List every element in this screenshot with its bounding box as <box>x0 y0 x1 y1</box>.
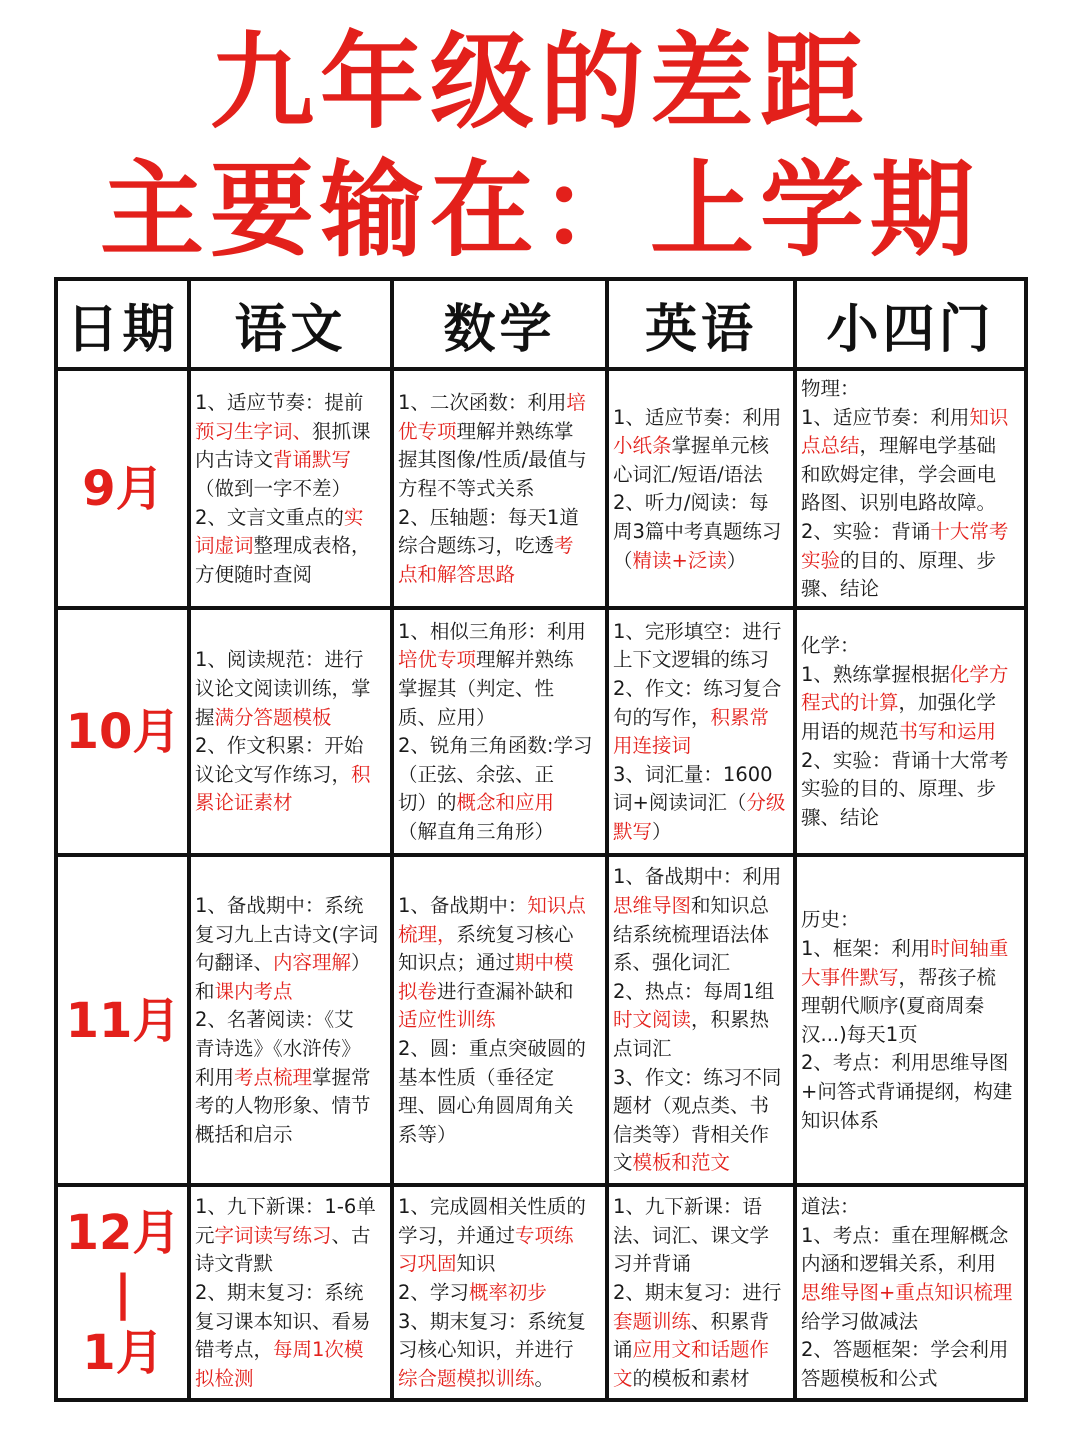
month-label: 12月 | 1月 <box>65 1205 181 1382</box>
minor-subjects-cell <box>795 369 1026 608</box>
plan-text <box>398 892 602 1149</box>
header-date: 日期 <box>56 279 189 369</box>
body-text: 物理： 1、适应节奏：利用 <box>801 377 970 429</box>
body-text: 1、九下新课：1-6单 元 <box>195 1195 376 1247</box>
body-text: 整理成表格， 方便随时查阅 <box>195 534 371 586</box>
month-cell <box>56 608 189 855</box>
body-text: 3、词汇量：1600 词+阅读词汇（ <box>613 762 773 815</box>
body-text: ） <box>652 820 672 844</box>
plan-text <box>195 892 387 1149</box>
highlight-text: 概率初步 <box>468 1280 547 1304</box>
english-cell <box>607 369 795 608</box>
plan-text <box>613 863 790 1178</box>
body-text: （做到一字不差） 2、文言文重点的 <box>195 477 352 529</box>
chinese-cell <box>189 1185 392 1400</box>
header-row <box>56 279 1026 369</box>
body-text: 理解并熟练 掌握其（判定、性 质、应用） 2、锐角三角函数:学习 （正弦、余弦、正 切）的 <box>398 648 593 815</box>
chinese-cell <box>189 855 392 1185</box>
body-text: 2、名著阅读：《艾 青诗选》《水浒传》 利用 <box>195 1008 361 1089</box>
math-cell <box>392 855 607 1185</box>
plan-text <box>613 1193 790 1393</box>
month-cell <box>56 855 189 1185</box>
highlight-text: 模板和范文 <box>632 1151 731 1175</box>
highlight-text: 培优专项 <box>398 648 477 672</box>
plan-text <box>195 646 387 818</box>
title-line-2: 主要输在：上学期 <box>99 149 980 271</box>
table-row <box>56 369 1026 608</box>
highlight-text: 套题训练 <box>613 1309 692 1333</box>
body-text: 。 <box>534 1366 555 1390</box>
plan-text <box>398 1193 602 1393</box>
highlight-text: 应用文和话题作 文 <box>613 1338 770 1390</box>
body-text: 道法： 1、考点：重在理解概念 内涵和逻辑关系，利用 <box>801 1195 1009 1276</box>
body-text: ，加强化学 用语的规范 <box>801 691 997 743</box>
body-text: ，理解电学基础 和欧姆定律，学会画电 路图、识别电路故障。 2、实验：背诵 <box>801 434 997 543</box>
chinese-cell <box>189 608 392 855</box>
highlight-text: 十大常考 实验 <box>801 519 1009 572</box>
body-text: 、古 诗文背默 2、期末复习：系统 复习课本知识、看易 错考点， <box>195 1223 371 1362</box>
title-line-1: 九年级的差距 <box>209 21 870 143</box>
body-text: 1、备战期中： <box>398 894 528 918</box>
body-text: 1、适应节奏：提前 <box>195 391 364 415</box>
english-cell <box>607 608 795 855</box>
body-text: 和知识总 结系统梳理语法体 系、强化词汇 2、热点：每周1组 <box>613 894 775 1003</box>
minor-subjects-cell <box>795 855 1026 1185</box>
highlight-text: 分级 默写 <box>613 791 786 844</box>
highlight-text: 精读+泛读 <box>632 548 727 572</box>
body-text: 掌握常 考的人物形象、情节 概括和启示 <box>195 1065 371 1146</box>
highlight-text: 书写和运用 <box>898 719 997 743</box>
body-text: ） <box>726 548 747 572</box>
body-text: 1、二次函数：利用 <box>398 391 567 415</box>
header-math: 数学 <box>392 279 607 369</box>
highlight-text: 字词读写练习 <box>214 1223 332 1247</box>
body-text: 1、备战期中：利用 <box>613 865 782 889</box>
math-cell <box>392 369 607 608</box>
plan-text <box>801 375 1021 604</box>
month-cell <box>56 369 189 608</box>
body-text: 1、适应节奏：利用 <box>613 405 782 429</box>
highlight-text: 时文阅读 <box>613 1008 692 1032</box>
table-row <box>56 608 1026 855</box>
highlight-text: 期中模 拟卷 <box>398 951 574 1003</box>
highlight-text: 知识 点总结 <box>801 405 1009 458</box>
body-text: 1、完成圆相关性质的 学习，并通过 <box>398 1195 586 1247</box>
table-row <box>56 1185 1026 1400</box>
body-text: 狠抓课 内古诗文 <box>195 419 371 472</box>
math-cell <box>392 608 607 855</box>
header-english: 英语 <box>607 279 795 369</box>
highlight-text: 培 优专项 <box>398 391 586 443</box>
page-title <box>0 0 1080 275</box>
plan-text <box>398 389 602 589</box>
highlight-text: 思维导图 <box>613 894 692 918</box>
highlight-text: 适应性训练 <box>398 1008 496 1032</box>
body-text: 2、圆：重点突破圆的 基本性质（垂径定 理、圆心角圆周角关 系等） <box>398 1037 586 1146</box>
plan-text <box>613 404 790 576</box>
study-plan-table <box>54 277 1028 1402</box>
header-minor-subjects: 小四门 <box>795 279 1026 369</box>
highlight-text: 课内考点 <box>214 979 293 1003</box>
body-text: 进行查漏补缺和 <box>437 979 574 1003</box>
plan-text <box>613 618 790 847</box>
body-text: 的模板和素材 <box>632 1366 750 1390</box>
body-text: ） 和 <box>195 951 371 1003</box>
body-text: 1、九下新课：语 法、词汇、课文学 习并背诵 2、期末复习：进行 <box>613 1195 782 1304</box>
body-text: 1、备战期中：系统 复习九上古诗文(字词 句翻译、 <box>195 894 379 975</box>
plan-text <box>801 906 1021 1135</box>
body-text: 2、作文积累：开始 议论文写作练习， <box>195 734 364 786</box>
plan-text <box>195 1193 387 1393</box>
body-text: 历史： 1、框架：利用 <box>801 908 931 960</box>
highlight-text: 考点梳理 <box>234 1065 313 1089</box>
table-row <box>56 855 1026 1185</box>
body-text: 1、相似三角形：利用 <box>398 619 586 643</box>
body-text: 、积累背 诵 <box>613 1309 770 1362</box>
plan-text <box>195 389 387 589</box>
month-label: 11月 <box>65 992 181 1049</box>
english-cell <box>607 1185 795 1400</box>
highlight-text: 考 点和解答思路 <box>398 534 574 586</box>
body-text: 掌握单元核 心词汇/短语/语法 2、听力/阅读：每 周3篇中考真题练习 （ <box>613 434 782 572</box>
highlight-text: 预习生字词、 <box>195 419 313 443</box>
highlight-text: 满分答题模板 <box>214 705 332 729</box>
body-text: 化学： 1、熟练掌握根据 <box>801 634 950 686</box>
body-text: 2、实验：背诵十大常考 实验的目的、原理、步 骤、结论 <box>801 748 1009 829</box>
highlight-text: 综合题模拟训练 <box>398 1366 535 1390</box>
body-text: 1、阅读规范：进行 议论文阅读训练，掌 握 <box>195 648 371 729</box>
body-text: 的目的、原理、步 骤、结论 <box>801 548 997 601</box>
minor-subjects-cell <box>795 608 1026 855</box>
header-chinese: 语文 <box>189 279 392 369</box>
body-text: 3、期末复习：系统复 习核心知识，并进行 <box>398 1309 586 1362</box>
highlight-text: 背诵默写 <box>273 448 352 472</box>
highlight-text: 专项练 习巩固 <box>398 1223 574 1276</box>
highlight-text: 积 累论证素材 <box>195 762 371 815</box>
body-text: 知识 2、学习 <box>398 1252 496 1304</box>
highlight-text: 思维导图+重点知识梳理 <box>801 1280 1013 1304</box>
body-text: ，积累热 点词汇 3、作文：练习不同 题材（观点类、书 信类等）背相关作 文 <box>613 1008 782 1175</box>
plan-text <box>801 1193 1021 1393</box>
highlight-text: 每周1次模 拟检测 <box>195 1338 364 1390</box>
chinese-cell <box>189 369 392 608</box>
body-text: 1、完形填空：进行 上下文逻辑的练习 2、作文：练习复合 句的写作， <box>613 619 782 729</box>
month-label: 9月 <box>82 461 164 518</box>
highlight-text: 小纸条 <box>613 434 672 458</box>
plan-text <box>801 632 1021 832</box>
minor-subjects-cell <box>795 1185 1026 1400</box>
english-cell <box>607 855 795 1185</box>
highlight-text: 时间轴重 大事件默写 <box>801 936 1009 989</box>
highlight-text: 实 词虚词 <box>195 505 364 558</box>
body-text: ，帮孩子梳 理朝代顺序(夏商周秦 汉...)每天1页 2、考点：利用思维导图 +问答式背诵提纲，构建 知识体系 <box>801 965 1013 1132</box>
month-cell <box>56 1185 189 1400</box>
highlight-text: 化学方 程式的计算 <box>801 662 1009 715</box>
body-text: 系统复习核心 知识点；通过 <box>398 922 574 975</box>
body-text: 理解并熟练掌 握其图像/性质/最值与 方程不等式关系 2、压轴题：每天1道 综合题练习，吃透 <box>398 419 587 558</box>
body-text: （解直角三角形） <box>398 820 555 844</box>
highlight-text: 概念和应用 <box>456 791 555 815</box>
plan-text <box>398 618 602 847</box>
body-text: 给学习做减法 2、答题框架：学会利用 答题模板和公式 <box>801 1309 1009 1390</box>
highlight-text: 知识点 梳理， <box>398 894 586 946</box>
math-cell <box>392 1185 607 1400</box>
highlight-text: 积累常 用连接词 <box>613 705 770 758</box>
month-label: 10月 <box>65 704 181 761</box>
highlight-text: 内容理解 <box>273 951 352 975</box>
